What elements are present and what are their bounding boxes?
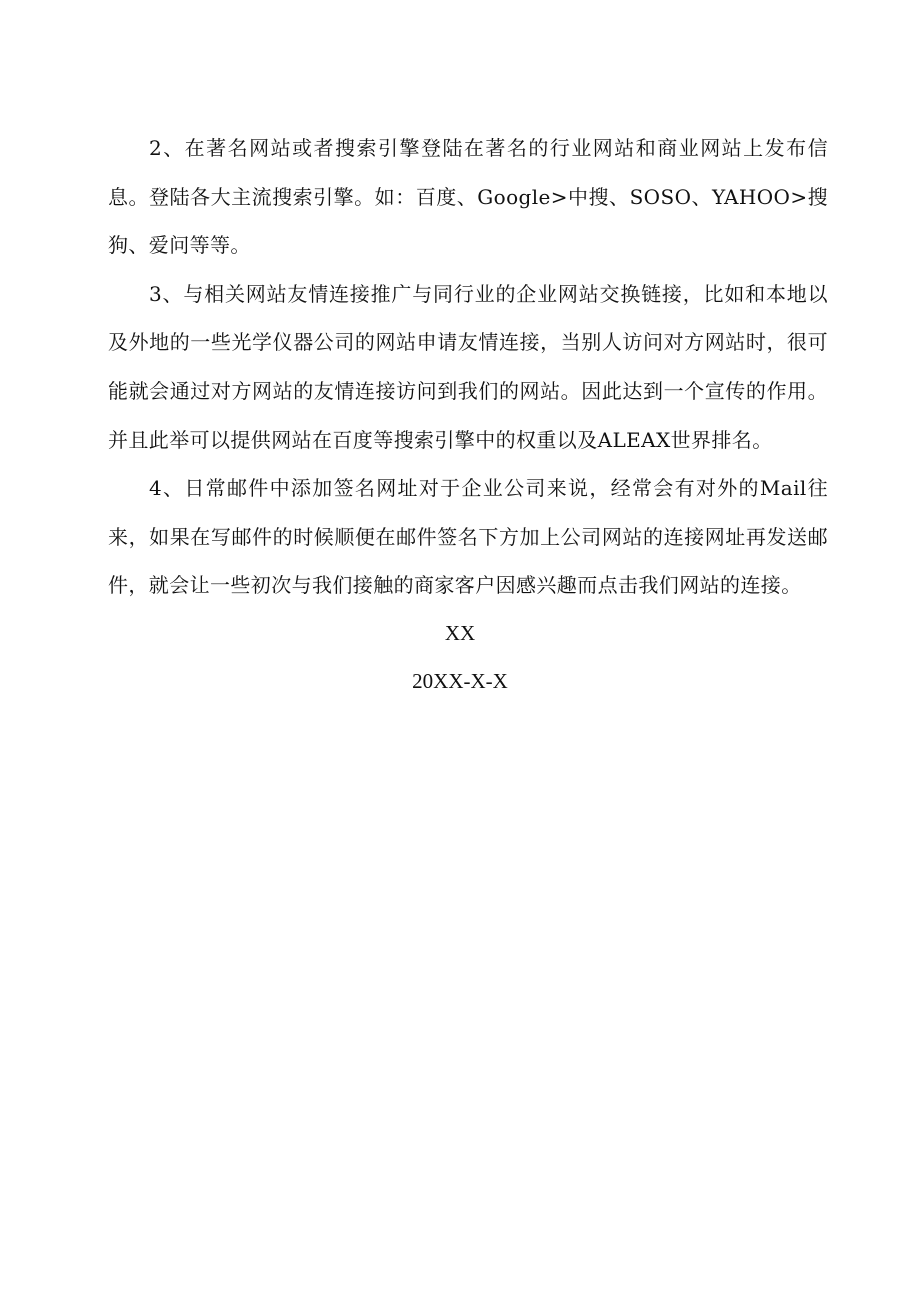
paragraph-friendly-links: 3、与相关网站友情连接推广与同行业的企业网站交换链接，比如和本地以及外地的一些光学仪器公司的网站申请友情连接，当别人访问对方网站时，很可能就会通过对方网站的友情连接访问到我们的网站。因此达到一个宣传的作用。并且此举可以提供网站在百度等搜索引擎中的权重以及ALEAX世界排名。: [108, 281, 828, 452]
paragraph-search-engines: 2、在著名网站或者搜索引擎登陆在著名的行业网站和商业网站上发布信息。登陆各大主流搜索引擎。如：百度、Google>中搜、SOSO、YAHOO>搜狗、爱问等等。: [108, 136, 828, 258]
document-body: [108, 124, 828, 610]
signature-name: XX: [444, 621, 476, 645]
signature-date: 20XX-X-X: [412, 669, 508, 693]
paragraph-email-signature: 4、日常邮件中添加签名网址对于企业公司来说，经常会有对外的Mail往来，如果在写邮件的时候顺便在邮件签名下方加上公司网站的连接网址再发送邮件，就会让一些初次与我们接触的商家客户因感兴趣而点击我们网站的连接。: [108, 476, 828, 598]
